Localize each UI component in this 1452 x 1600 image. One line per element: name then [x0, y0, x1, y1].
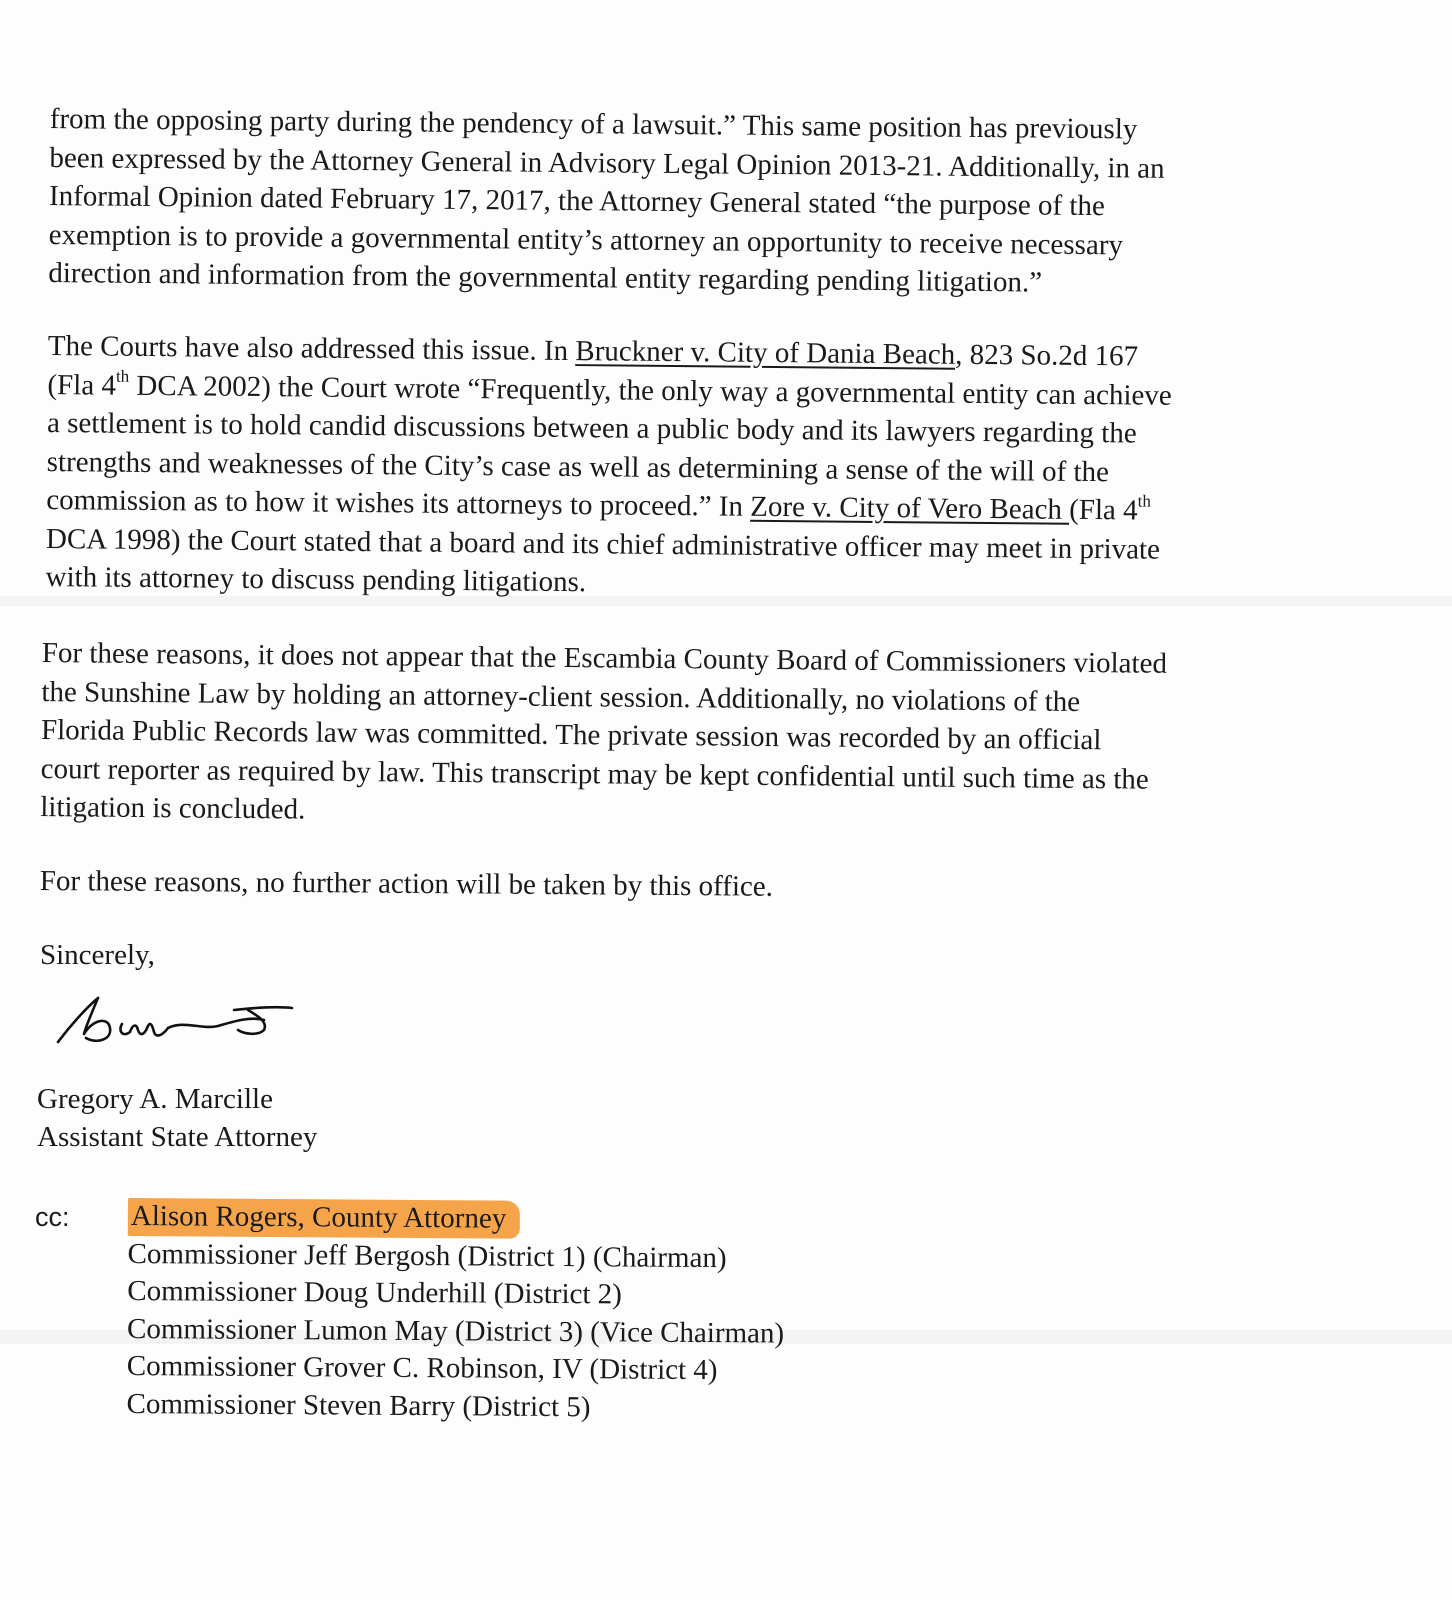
text-line: exemption is to provide a governmental entity’s attorney an opportunity to receive necessary — [48, 218, 1124, 261]
text-line: a settlement is to hold candid discussions between a public body and its lawyers regarding the — [46, 406, 1137, 450]
cc-recipient-highlighted — [128, 1198, 785, 1240]
text-line: court reporter as required by law. This transcript may be kept confidential until such time as the — [40, 752, 1149, 796]
text-line: strengths and weaknesses of the City’s case as well as determining a sense of the will of the — [46, 445, 1110, 488]
signer-name: Gregory A. Marcille — [37, 1083, 273, 1115]
text-fragment: commission as to how it wishes its attorneys to proceed.” In — [46, 483, 751, 523]
text-line: the Sunshine Law by holding an attorney-client session. Additionally, no violations of the — [41, 675, 1081, 718]
superscript: th — [115, 366, 130, 386]
text-fragment: , 823 So.2d 167 — [955, 338, 1139, 373]
text-line: Sincerely, — [40, 939, 155, 971]
text-line: with its attorney to discuss pending litigations. — [45, 560, 587, 599]
text-line: Florida Public Records law was committed. The private session was recorded by an official — [40, 713, 1102, 757]
paragraph-court-cases — [45, 327, 1172, 607]
cc-label: cc: — [35, 1202, 70, 1232]
cc-recipient: Commissioner Steven Barry (District 5) — [126, 1387, 591, 1423]
closing-salutation — [40, 936, 155, 975]
cc-recipient: Commissioner Grover C. Robinson, IV (District 4) — [126, 1349, 718, 1387]
paragraph-attorney-general-opinion — [48, 100, 1165, 303]
text-line: For these reasons, it does not appear that the Escambia County Board of Commissioners violated — [41, 636, 1168, 680]
text-line: litigation is concluded. — [40, 790, 306, 826]
text-fragment: DCA 2002) the Court wrote “Frequently, the only way a governmental entity can achieve — [128, 369, 1172, 412]
signer-title: Assistant State Attorney — [37, 1121, 318, 1153]
paragraph-no-further-action — [40, 862, 773, 906]
text-line: been expressed by the Attorney General in Advisory Legal Opinion 2013-21. Additionally, in an — [49, 141, 1165, 185]
text-line: direction and information from the governmental entity regarding pending litigation.” — [48, 256, 1043, 299]
paragraph-conclusion — [40, 634, 1167, 837]
cc-recipient: Commissioner Jeff Bergosh (District 1) (Chairman) — [127, 1237, 727, 1274]
text-line: Informal Opinion dated February 17, 2017, the Attorney General stated “the purpose of the — [48, 179, 1105, 223]
signature-block — [37, 1080, 317, 1156]
text-fragment: (Fla 4 — [1069, 493, 1138, 527]
case-citation-bruckner: Bruckner v. City of Dania Beach — [575, 335, 956, 371]
cc-recipient: Commissioner Doug Underhill (District 2) — [127, 1274, 623, 1311]
cc-recipient: Commissioner Lumon May (District 3) (Vice Chairman) — [126, 1312, 785, 1350]
handwritten-signature — [52, 990, 312, 1060]
text-line: For these reasons, no further action will be taken by this office. — [39, 864, 774, 903]
highlighter-mark: Alison Rogers, County Attorney — [128, 1198, 521, 1238]
cc-recipient-list — [126, 1198, 785, 1428]
superscript: th — [1137, 491, 1152, 511]
text-line: DCA 1998) the Court stated that a board and its chief administrative officer may meet in private — [45, 522, 1161, 566]
text-fragment: The Courts have also addressed this issue. In — [47, 329, 576, 368]
case-citation-zore: Zore v. City of Vero Beach — [750, 490, 1070, 526]
text-line: from the opposing party during the pendency of a lawsuit.” This same position has previously — [49, 102, 1138, 146]
text-fragment: (Fla 4 — [47, 368, 117, 402]
